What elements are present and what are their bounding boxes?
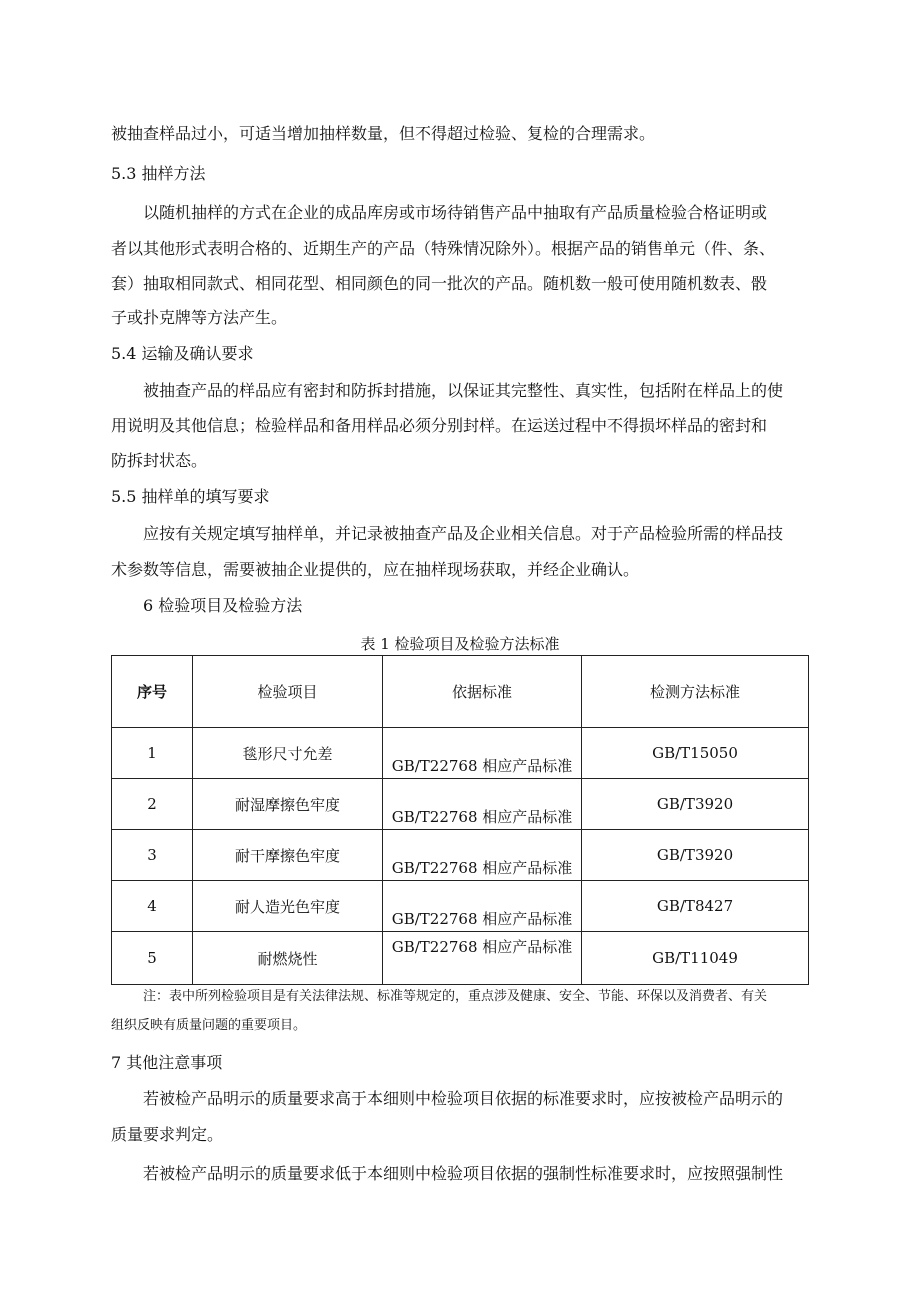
table-row <box>112 779 809 830</box>
row-basis: GB/T22768 相应产品标准 <box>383 728 582 779</box>
section-7-heading: 7 其他注意事项 <box>111 1053 223 1072</box>
table-note-line: 组织反映有质量问题的重要项目。 <box>111 1018 307 1033</box>
row-no: 3 <box>112 830 193 881</box>
header-item: 检验项目 <box>193 656 383 728</box>
table-row <box>112 932 809 985</box>
paragraph-line: 若被检产品明示的质量要求高于本细则中检验项目依据的标准要求时，应按被检产品明示的 <box>143 1089 784 1108</box>
row-item: 毯形尺寸允差 <box>193 728 383 779</box>
paragraph-line: 若被检产品明示的质量要求低于本细则中检验项目依据的强制性标准要求时，应按照强制性 <box>143 1164 784 1183</box>
row-item: 耐干摩擦色牢度 <box>193 830 383 881</box>
header-method: 检测方法标准 <box>582 656 809 728</box>
table-row <box>112 728 809 779</box>
table-note-line: 注：表中所列检验项目是有关法律法规、标准等规定的，重点涉及健康、安全、节能、环保以及消费者、有关 <box>143 989 768 1004</box>
row-no: 5 <box>112 932 193 985</box>
header-basis: 依据标准 <box>383 656 582 728</box>
row-item: 耐人造光色牢度 <box>193 881 383 932</box>
row-basis: GB/T22768 相应产品标准 <box>383 830 582 881</box>
row-basis: GB/T22768 相应产品标准 <box>383 881 582 932</box>
paragraph-line: 术参数等信息，需要被抽企业提供的，应在抽样现场获取，并经企业确认。 <box>111 560 640 579</box>
paragraph-line: 子或扑克牌等方法产生。 <box>111 308 288 327</box>
row-no: 4 <box>112 881 193 932</box>
paragraph-line: 被抽查产品的样品应有密封和防拆封措施，以保证其完整性、真实性，包括附在样品上的使 <box>143 381 784 400</box>
row-no: 1 <box>112 728 193 779</box>
table-row <box>112 881 809 932</box>
row-method: GB/T3920 <box>582 779 809 830</box>
header-no: 序号 <box>112 656 193 728</box>
paragraph-line: 用说明及其他信息；检验样品和备用样品必须分别封样。在运送过程中不得损坏样品的密封和 <box>111 416 768 435</box>
row-method: GB/T15050 <box>582 728 809 779</box>
paragraph-line: 以随机抽样的方式在企业的成品库房或市场待销售产品中抽取有产品质量检验合格证明或 <box>143 203 768 222</box>
row-basis: GB/T22768 相应产品标准 <box>383 932 582 985</box>
section-5-3-heading: 5.3 抽样方法 <box>111 164 206 183</box>
table-row <box>112 830 809 881</box>
row-basis: GB/T22768 相应产品标准 <box>383 779 582 830</box>
table-header-row <box>112 656 809 728</box>
row-method: GB/T3920 <box>582 830 809 881</box>
paragraph-line: 质量要求判定。 <box>111 1125 224 1144</box>
row-method: GB/T8427 <box>582 881 809 932</box>
section-5-4-heading: 5.4 运输及确认要求 <box>111 344 254 363</box>
paragraph-line: 防拆封状态。 <box>111 451 208 470</box>
paragraph-line: 被抽查样品过小，可适当增加抽样数量，但不得超过检验、复检的合理需求。 <box>111 124 656 143</box>
section-6-heading: 6 检验项目及检验方法 <box>143 596 303 615</box>
row-no: 2 <box>112 779 193 830</box>
row-item: 耐燃烧性 <box>193 932 383 985</box>
paragraph-line: 应按有关规定填写抽样单，并记录被抽查产品及企业相关信息。对于产品检验所需的样品技 <box>143 524 784 543</box>
paragraph-line: 套）抽取相同款式、相同花型、相同颜色的同一批次的产品。随机数一般可使用随机数表、骰 <box>111 274 768 293</box>
row-item: 耐湿摩擦色牢度 <box>193 779 383 830</box>
table-caption: 表 1 检验项目及检验方法标准 <box>360 635 560 653</box>
section-5-5-heading: 5.5 抽样单的填写要求 <box>111 487 270 506</box>
row-method: GB/T11049 <box>582 932 809 985</box>
inspection-items-table <box>111 655 809 985</box>
paragraph-line: 者以其他形式表明合格的、近期生产的产品（特殊情况除外）。根据产品的销售单元（件、条、 <box>111 239 776 258</box>
